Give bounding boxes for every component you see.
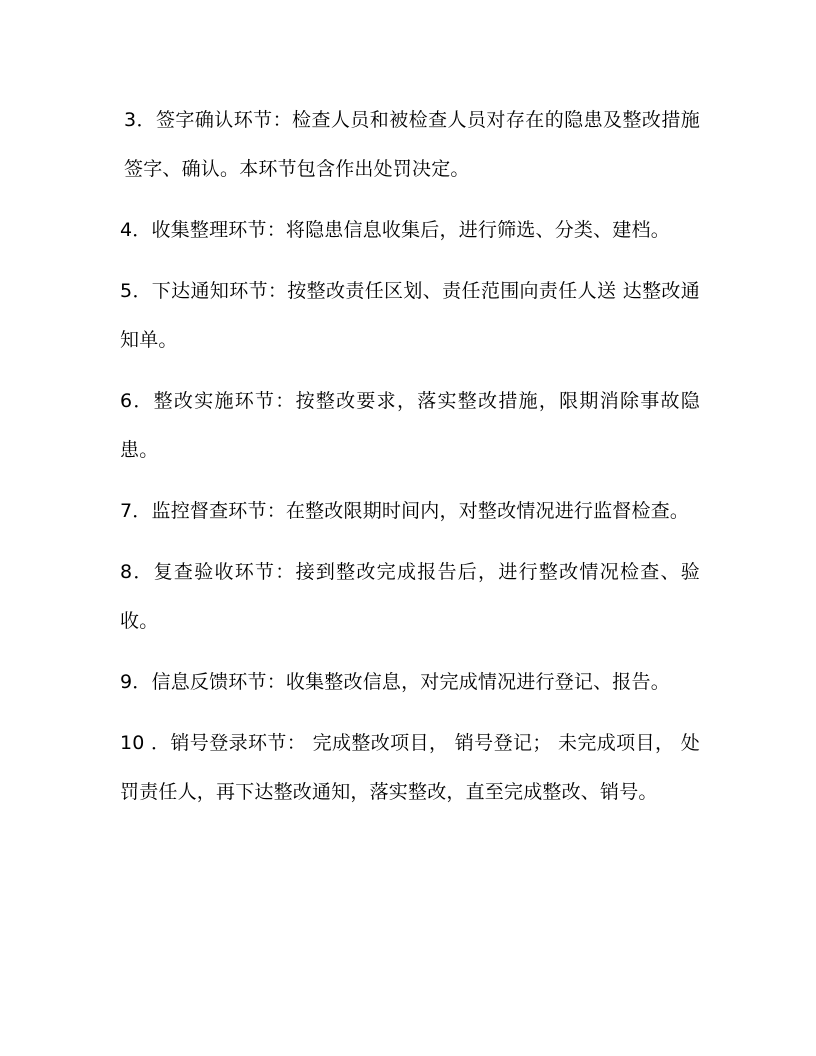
- paragraph-step-3: 3．签字确认环节：检查人员和被检查人员对存在的隐患及整改措施签字、确认。本环节包含作出处罚决定。: [124, 109, 700, 180]
- paragraph-step-10: 10 ．销号登录环节： 完成整改项目， 销号登记； 未完成项目， 处罚责任人，再下达整改通知，落实整改，直至完成整改、销号。: [120, 732, 700, 803]
- paragraph-step-6: 6．整改实施环节：按整改要求，落实整改措施，限期消除事故隐患。: [120, 390, 700, 461]
- paragraph-step-9: 9．信息反馈环节：收集整改信息，对完成情况进行登记、报告。: [120, 671, 670, 693]
- document-page: [120, 96, 700, 829]
- paragraph-step-8: 8．复查验收环节：接到整改完成报告后，进行整改情况检查、验收。: [120, 561, 700, 632]
- paragraph-step-7: 7．监控督查环节：在整改限期时间内，对整改情况进行监督检查。: [120, 500, 690, 522]
- paragraph-step-4: 4．收集整理环节：将隐患信息收集后，进行筛选、分类、建档。: [120, 219, 670, 241]
- paragraph-step-5: 5．下达通知环节：按整改责任区划、责任范围向责任人送 达整改通知单。: [120, 280, 700, 351]
